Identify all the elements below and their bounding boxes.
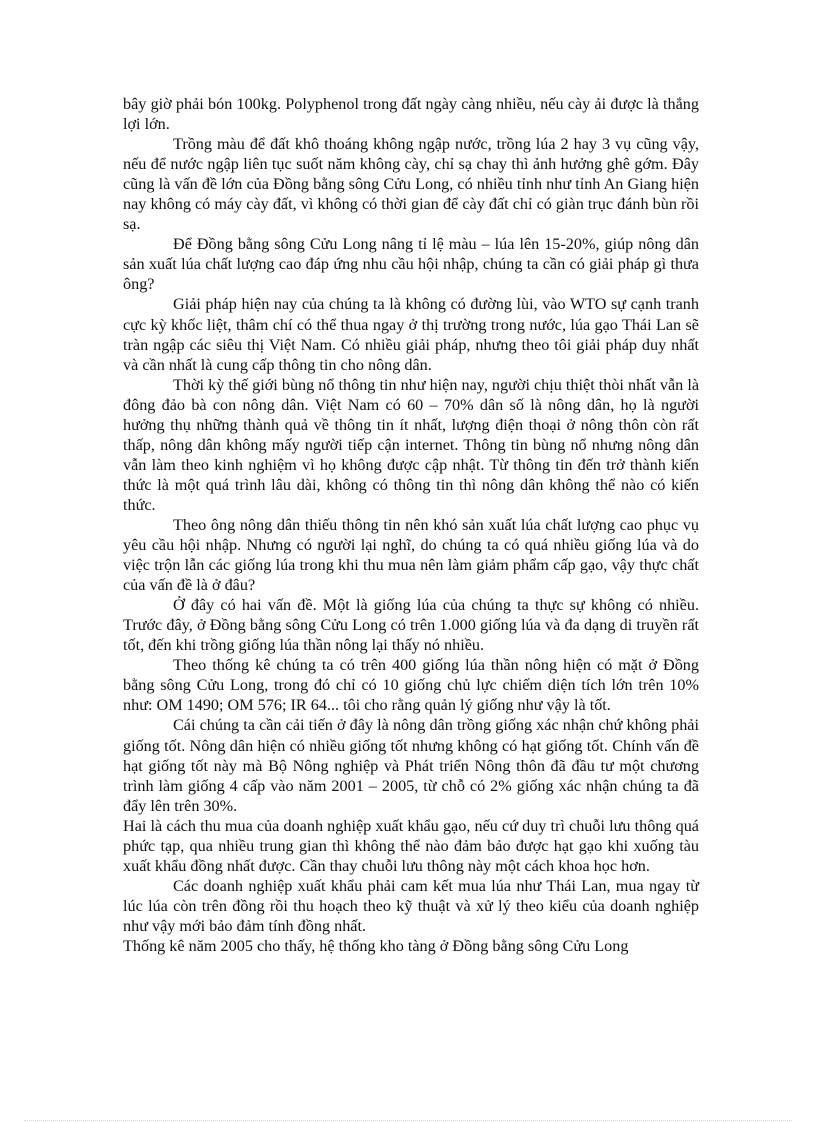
paragraph-5: Thời kỳ thế giới bùng nổ thông tin như hiện nay, người chịu thiệt thòi nhất vẫn là đông đảo bà con nông dân. Việt Nam có 60 – 70% dân số là nông dân, họ là người hưởng thụ những thành quả về thông tin ít nhất, lượng điện thoại ở nông thôn còn rất thấp, nông dân không mấy người tiếp cận internet. Thông tin bùng nổ nhưng nông dân vẫn làm theo kinh nghiệm vì họ không được cập nhật. Từ thông tin đến trở thành kiến thức là một quá trình lâu dài, không có thông tin thì nông dân không thể nào có kiến thức. (123, 375, 699, 514)
paragraph-11: Các doanh nghiệp xuất khẩu phải cam kết mua lúa như Thái Lan, mua ngay từ lúc lúa còn trên đồng rồi thu hoạch theo kỹ thuật và xử lý theo kiểu của doanh nghiệp như vậy mới bảo đảm tính đồng nhất. (123, 876, 699, 935)
paragraph-3: Để Đồng bằng sông Cửu Long nâng tỉ lệ màu – lúa lên 15-20%, giúp nông dân sản xuất lúa chất lượng cao đáp ứng nhu cầu hội nhập, chúng ta cần có giải pháp gì thưa ông? (123, 235, 699, 294)
paragraph-7: Ở đây có hai vấn đề. Một là giống lúa của chúng ta thực sự không có nhiều. Trước đây, ở Đồng bằng sông Cửu Long có trên 1.000 giống lúa và đa dạng di truyền rất tốt, đến khi trồng giống lúa thần nông lại thấy nó nhiều. (123, 596, 699, 655)
paragraph-4: Giải pháp hiện nay của chúng ta là không có đường lùi, vào WTO sự cạnh tranh cực kỳ khốc liệt, thâm chí có thể thua ngay ở thị trường trong nước, lúa gạo Thái Lan sẽ tràn ngập các siêu thị Việt Nam. Có nhiều giải pháp, nhưng theo tôi giải pháp duy nhất và cần nhất là cung cấp thông tin cho nông dân. (123, 295, 699, 374)
paragraph-1: bây giờ phải bón 100kg. Polyphenol trong đất ngày càng nhiều, nếu cày ải được là thắng lợi lớn. (123, 95, 699, 134)
paragraph-12: Thống kê năm 2005 cho thấy, hệ thống kho tàng ở Đồng bằng sông Cửu Long (123, 936, 629, 955)
paragraph-2: Trồng màu để đất khô thoáng không ngập nước, trồng lúa 2 hay 3 vụ cũng vậy, nếu để nước ngập liên tục suốt năm không cày, chỉ sạ chay thì ảnh hưởng ghê gớm. Đây cũng là vấn đề lớn của Đồng bằng sông Cửu Long, có nhiều tỉnh như tỉnh An Giang hiện nay không có máy cày đất, vì không có thời gian để cày đất chỉ có giàn trục đánh bùn rồi sạ. (123, 135, 699, 234)
paragraph-6: Theo ông nông dân thiếu thông tin nên khó sản xuất lúa chất lượng cao phục vụ yêu cầu hội nhập. Nhưng có người lại nghĩ, do chúng ta có quá nhiều giống lúa và do việc trộn lẫn các giống lúa trong khi thu mua nên làm giảm phẩm cấp gạo, vậy thực chất của vấn đề là ở đâu? (123, 515, 699, 595)
paragraph-8: Theo thống kê chúng ta có trên 400 giống lúa thần nông hiện có mặt ở Đồng bằng sông Cửu Long, trong đó chỉ có 10 giống chủ lực chiếm diện tích lớn trên 10% như: OM 1490; OM 576; IR 64... tôi cho rằng quản lý giống như vậy là tốt. (123, 656, 699, 715)
paragraph-10: Hai là cách thu mua của doanh nghiệp xuất khẩu gạo, nếu cứ duy trì chuỗi lưu thông quá phức tạp, qua nhiều trung gian thì không thể nào đảm bảo được hạt gạo khi xuống tàu xuất khẩu đồng nhất được. Cần thay chuỗi lưu thông này một cách khoa học hơn. (123, 816, 699, 875)
paragraph-9: Cái chúng ta cần cải tiến ở đây là nông dân trồng giống xác nhận chứ không phải giống tốt. Nông dân hiện có nhiều giống tốt nhưng không có hạt giống tốt. Chính vấn đề hạt giống tốt này mà Bộ Nông nghiệp và Phát triển Nông thôn đã đầu tư một chương trình làm giống 4 cấp vào năm 2001 – 2005, từ chỗ có 2% giống xác nhận chúng ta đã đẩy lên trên 30%. (123, 716, 699, 815)
body-text (123, 94, 699, 956)
page-bottom-divider (24, 1120, 792, 1121)
